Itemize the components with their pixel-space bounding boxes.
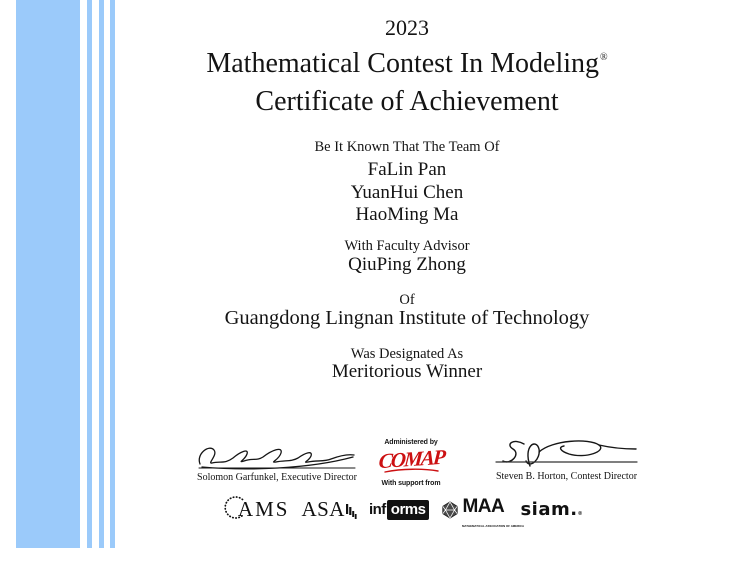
signature-scribble-horton [494, 436, 639, 470]
contest-title [115, 48, 699, 80]
award-designation: Meritorious Winner [331, 361, 483, 382]
informs-logo [369, 500, 430, 520]
siam-logo-text: siam. [520, 499, 578, 520]
siam-logo [520, 499, 583, 520]
administered-by-block [364, 439, 458, 487]
advisor-name: QiuPing Zhong [348, 254, 466, 275]
maa-logo-text-column [462, 496, 525, 528]
informs-logo-prefix: inf [368, 501, 386, 518]
signature-scribble-garfunkel [197, 441, 357, 471]
contest-director-signature-block [494, 436, 639, 482]
team-member-3: HaoMing Ma [355, 204, 459, 225]
siam-registered-mark: ® [577, 511, 584, 517]
contest-title-text: Mathematical Contest In Modeling [206, 48, 600, 79]
advisor-intro-label: With Faculty Advisor [344, 238, 470, 254]
comap-logo: COMAP [377, 444, 445, 474]
sponsor-logos-row [115, 496, 699, 528]
team-intro-label: Be It Known That The Team Of [314, 139, 500, 155]
ams-logo [231, 497, 290, 522]
administered-by-label: Administered by [384, 439, 438, 446]
executive-director-name: Solomon Garfunkel, Executive Director [197, 472, 357, 483]
ams-logo-text: AMS [237, 497, 290, 521]
informs-logo-boxed-text: orms [387, 500, 430, 520]
certificate-subtitle: Certificate of Achievement [255, 86, 559, 117]
team-member-1: FaLin Pan [367, 159, 447, 180]
registered-trademark-mark: ® [600, 52, 608, 63]
contest-director-name: Steven B. Horton, Contest Director [495, 471, 638, 482]
support-from-label: With support from [381, 480, 441, 487]
maa-logo-text: MAA [462, 496, 505, 517]
team-member-2: YuanHui Chen [350, 181, 464, 203]
asa-logo [301, 497, 357, 522]
maa-subtext: MATHEMATICAL ASSOCIATION OF AMERICA [462, 525, 525, 528]
executive-director-signature-block [197, 441, 357, 483]
of-label: Of [399, 292, 415, 308]
contest-year: 2023 [385, 15, 429, 40]
team-member-list [115, 159, 699, 227]
institution-name: Guangdong Lingnan Institute of Technology [224, 307, 590, 329]
decorative-stripe-thin-1 [87, 0, 92, 548]
decorative-stripe-wide [16, 0, 80, 548]
asa-logo-text: ASA [301, 497, 345, 521]
maa-polyhedron-icon [441, 501, 459, 519]
maa-logo [441, 496, 525, 528]
maa-subtext-wrapper [462, 517, 525, 528]
decorative-stripe-thin-2 [99, 0, 104, 548]
ams-dotted-circle-icon [223, 495, 248, 520]
asa-bars-icon [346, 504, 357, 519]
designation-intro-label: Was Designated As [350, 346, 464, 362]
